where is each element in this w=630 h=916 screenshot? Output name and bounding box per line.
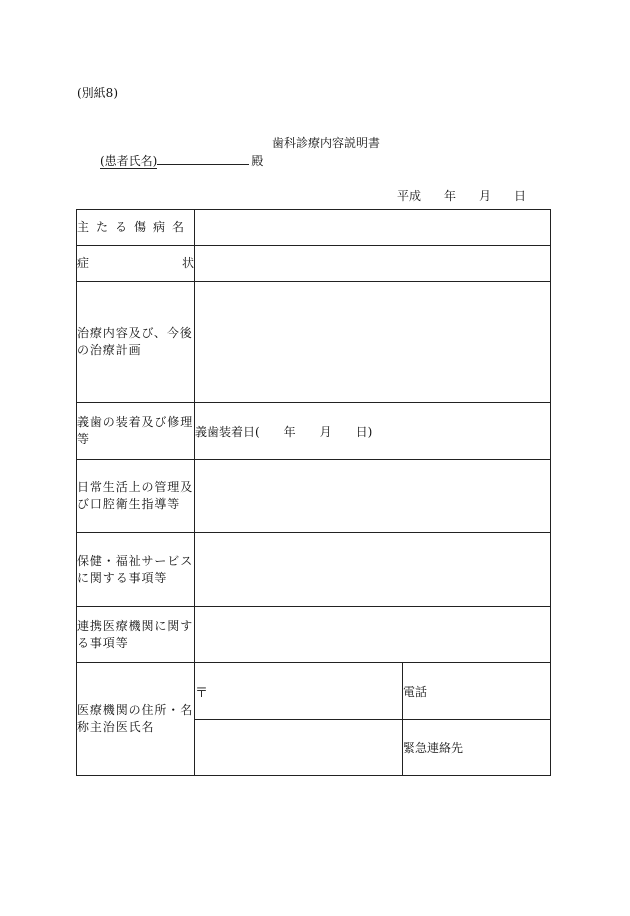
row-disease: [77, 210, 551, 246]
date-year: 年: [444, 189, 457, 203]
field-health-welfare[interactable]: [195, 533, 551, 607]
row-health-welfare: [77, 533, 551, 607]
honorific: 殿: [251, 154, 264, 168]
label-daily-management: 日常生活上の管理及び口腔衛生指導等: [77, 460, 195, 533]
label-symptom-left: 症: [77, 256, 90, 270]
date-era: 平成: [397, 189, 422, 203]
field-denture-fitted-date[interactable]: 義歯装着日( 年 月 日): [195, 403, 551, 460]
field-address[interactable]: [195, 663, 403, 720]
field-institution-name[interactable]: [195, 720, 403, 776]
appendix-number: (別紙8): [77, 86, 118, 100]
row-symptom: [77, 246, 551, 282]
postal-mark: 〒: [195, 685, 209, 701]
field-partner-institution[interactable]: [195, 607, 551, 663]
date-day: 日: [514, 189, 527, 203]
explanation-form: [76, 209, 551, 776]
row-institution-top: [77, 663, 551, 720]
row-treatment: [77, 282, 551, 403]
row-partner-institution: [77, 607, 551, 663]
date-month: 月: [479, 189, 492, 203]
field-symptom[interactable]: [195, 246, 551, 282]
field-emergency-contact[interactable]: 緊急連絡先: [403, 720, 551, 776]
row-denture: [77, 403, 551, 460]
label-symptom: [77, 246, 195, 282]
label-symptom-right: 状: [181, 256, 194, 270]
label-denture: 義歯の装着及び修理等: [77, 403, 195, 460]
label-institution: 医療機関の住所・名称主治医氏名: [77, 663, 195, 776]
row-daily-management: [77, 460, 551, 533]
field-main-disease[interactable]: [195, 210, 551, 246]
patient-name-label: (患者氏名): [100, 154, 158, 168]
label-health-welfare: 保健・福祉サービスに関する事項等: [77, 533, 195, 607]
label-treatment-plan: 治療内容及び、今後の治療計画: [77, 282, 195, 403]
patient-name-line: [100, 152, 263, 169]
label-main-disease: 主たる傷病名: [77, 210, 195, 246]
field-treatment-plan[interactable]: [195, 282, 551, 403]
field-phone[interactable]: 電話: [403, 663, 551, 720]
page-title: 歯科診療内容説明書: [271, 136, 380, 150]
patient-name-field[interactable]: [157, 164, 249, 165]
field-daily-management[interactable]: [195, 460, 551, 533]
label-partner-institution: 連携医療機関に関する事項等: [77, 607, 195, 663]
